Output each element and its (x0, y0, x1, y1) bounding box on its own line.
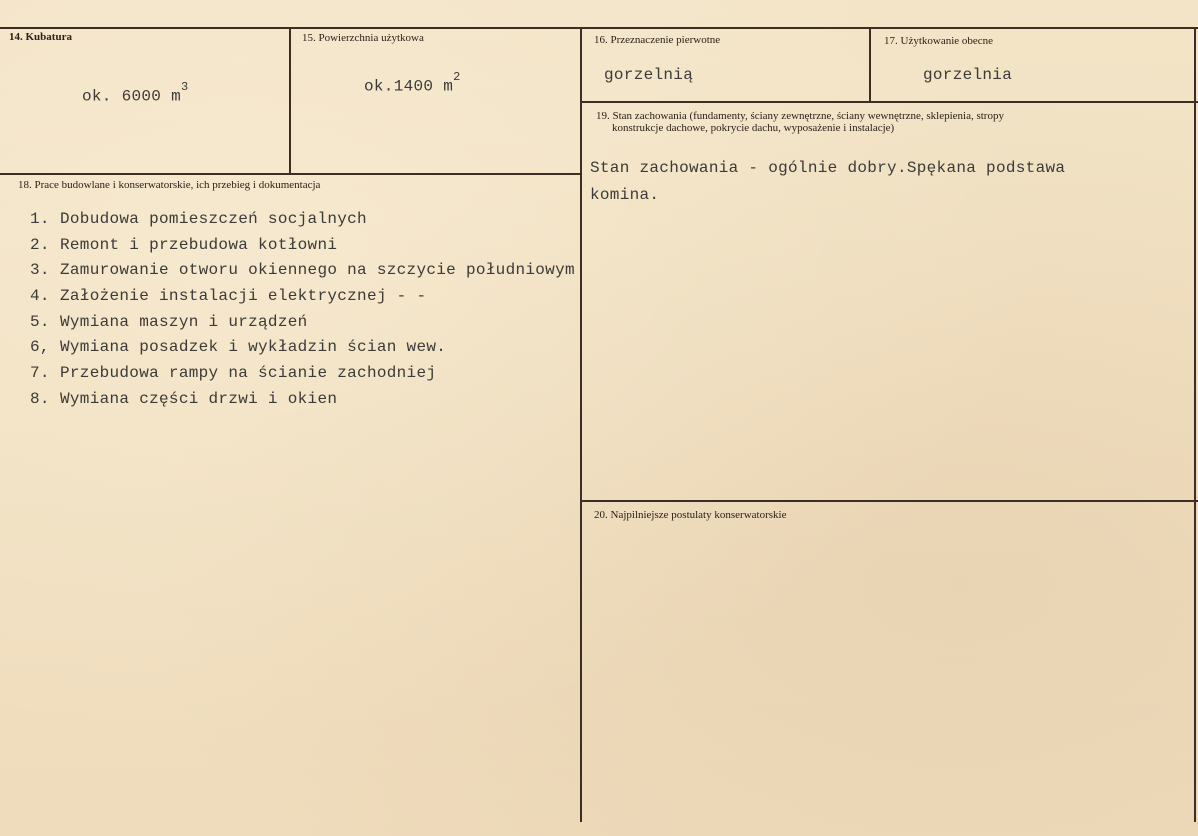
przeznaczenie-label: 16. Przeznaczenie pierwotne (594, 34, 721, 46)
prace-item-text: Dobudowa pomieszczeń socjalnych (60, 210, 367, 228)
prace-item (30, 362, 575, 388)
kubatura-label: 14. Kubatura (9, 31, 72, 43)
prace-item (30, 336, 575, 362)
prace-item-text: Wymiana maszyn i urządzeń (60, 312, 308, 331)
prace-item-text: Wymiana części drzwi i okien (60, 389, 338, 408)
prace-item (30, 259, 575, 285)
prace-item-number: 3. (30, 261, 50, 280)
prace-item-number: 7. (30, 364, 50, 383)
stan-text-line2: komina. (590, 186, 660, 204)
prace-item-text: Remont i przebudowa kotłowni (60, 235, 338, 254)
prace-item-text: Zamurowanie otworu okiennego na szczycie południowym (60, 261, 575, 280)
top-border-line (0, 27, 1198, 29)
prace-item-number: 5. (30, 312, 50, 331)
prace-item-number: 4. (30, 287, 50, 306)
top-row-divider-right (582, 101, 1198, 103)
prace-item (30, 234, 575, 260)
stan-label-line1: 19. Stan zachowania (fundamenty, ściany zewnętrzne, ściany wewnętrzne, sklepienia, stropy (596, 110, 1004, 122)
divider-16-17 (869, 27, 871, 101)
powierzchnia-value-text: ok.1400 m (364, 77, 454, 96)
prace-item-number: 8. (30, 389, 50, 408)
prace-item-number: 6, (30, 338, 50, 357)
uzytkowanie-value: gorzelnia (923, 66, 1013, 84)
section-20-top-line (582, 500, 1198, 502)
stan-label-line2: konstrukcje dachowe, pokrycie dachu, wyposażenie i instalacje) (612, 122, 895, 134)
prace-item (30, 208, 575, 234)
prace-list (30, 208, 575, 414)
prace-label: 18. Prace budowlane i konserwatorskie, ich przebieg i dokumentacja (18, 179, 321, 191)
prace-item (30, 388, 575, 414)
divider-14-15 (289, 27, 291, 173)
postulaty-label: 20. Najpilniejsze postulaty konserwatorskie (594, 509, 787, 521)
right-edge-line (1194, 27, 1196, 822)
prace-item (30, 285, 575, 311)
powierzchnia-label: 15. Powierzchnia użytkowa (302, 32, 424, 44)
kubatura-unit-sup: 3 (181, 80, 189, 94)
stan-label (596, 110, 1186, 134)
stan-text-line1: Stan zachowania - ogólnie dobry.Spękana podstawa (590, 159, 1066, 177)
powierzchnia-value (364, 70, 461, 96)
prace-item-text: Przebudowa rampy na ścianie zachodniej (60, 364, 437, 383)
kubatura-value-text: ok. 6000 m (82, 87, 182, 106)
uzytkowanie-label: 17. Użytkowanie obecne (884, 35, 994, 47)
prace-item-number: 1. (30, 210, 50, 228)
prace-item-number: 2. (30, 235, 50, 254)
prace-item-text: Wymiana posadzek i wykładzin ścian wew. (60, 338, 447, 357)
main-vertical-divider (580, 27, 582, 822)
przeznaczenie-value: gorzelnią (604, 66, 694, 84)
top-row-bottom-line-left (0, 173, 582, 175)
prace-item (30, 311, 575, 337)
kubatura-value (82, 80, 189, 106)
prace-item-text: Założenie instalacji elektrycznej - - (60, 287, 427, 306)
powierzchnia-unit-sup: 2 (453, 70, 461, 84)
